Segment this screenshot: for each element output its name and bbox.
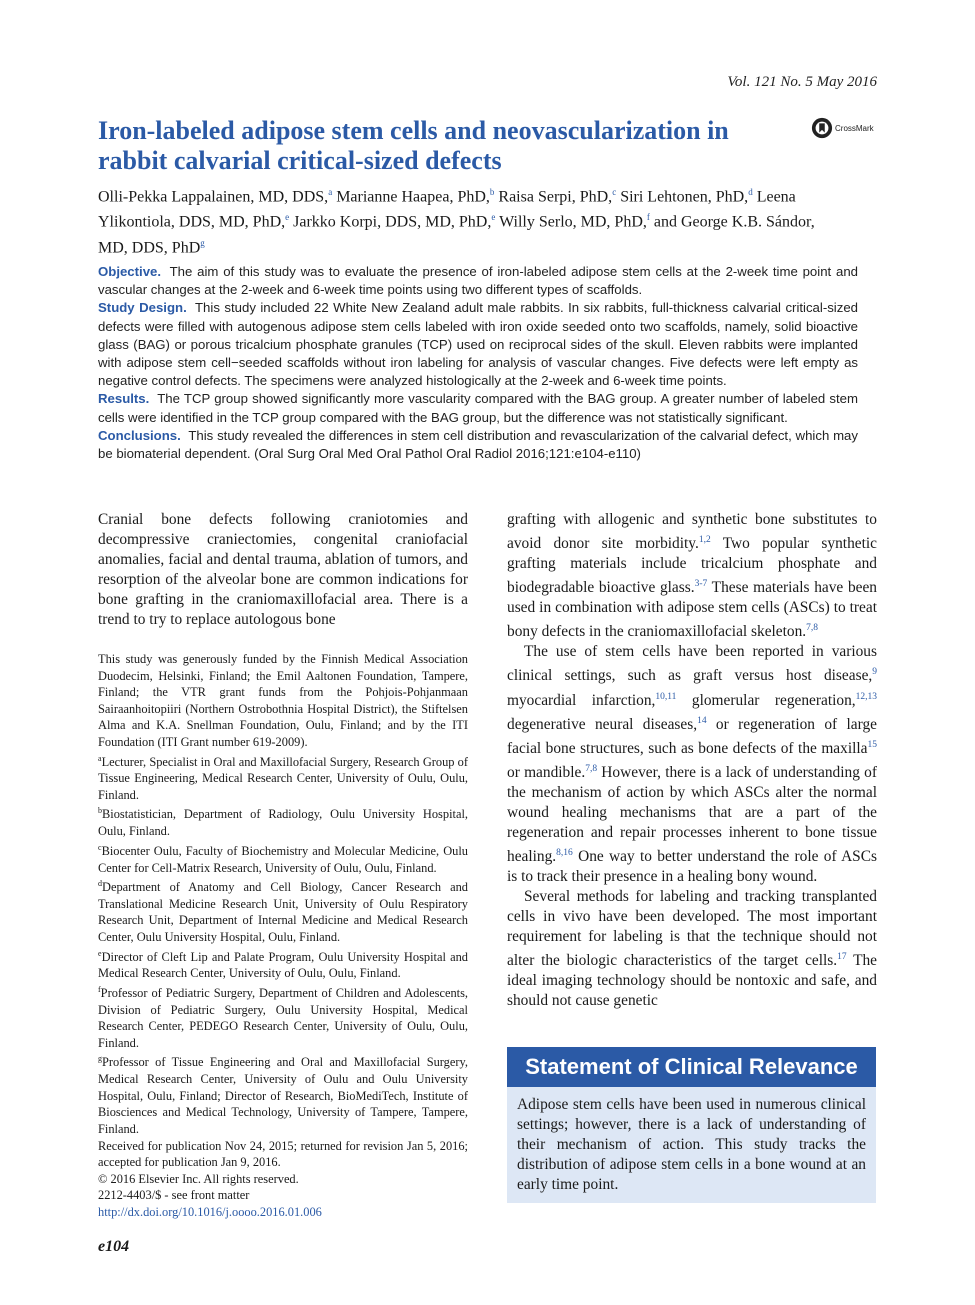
intro-paragraph: Cranial bone defects following craniotomies and decompressive craniectomies, congenital craniofacial anomalies, facial and dental trauma, ablation of tumors, and resorption of the alveolar bone are common indications for bone grafting in the craniomaxillofacial area. There is a trend to try to replace autologous bone <box>98 511 468 628</box>
clinical-relevance-text: Adipose stem cells have been used in numerous clinical settings; however, there is a lack of understanding of their mechanism of action. This study tracks the distribution of adipose stem cells in a bone wound at an early time point. <box>507 1087 876 1203</box>
abstract-design <box>98 299 858 390</box>
abstract-objective <box>98 263 858 299</box>
crossmark-badge[interactable] <box>811 117 874 139</box>
objective-text: The aim of this study was to evaluate the presence of iron-labeled adipose stem cells at the 2-week time point and vascular changes at the 2-week and 6-week time points using two different types of scaffolds. <box>98 264 858 298</box>
abstract-conclusions <box>98 427 858 463</box>
doi-line <box>98 1204 468 1221</box>
results-text: The TCP group showed significantly more vascularity compared with the BAG group. A greater number of labeled stem cells were identified in the TCP group compared with the BAG group, but the difference was not statistically significant. <box>98 391 858 425</box>
affiliation-f: $^f$Professor of Pediatric Surgery, Department of Children and Adolescents, Division of Pediatric Surgery, Oulu University Hospital, Medical Research Center, PEDEGO Research Center, University of Oulu, Oulu, Finland. <box>98 984 468 1050</box>
abstract <box>98 263 858 463</box>
conclusions-heading: Conclusions. <box>98 427 181 443</box>
clinical-relevance-title: Statement of Clinical Relevance <box>507 1047 876 1087</box>
design-text: This study included 22 White New Zealand adult male rabbits. In six rabbits, full-thickness calvarial critical-sized defects were filled with autogenous adipose stem cells labeled with iron oxide seeded onto two scaffolds, namely, solid bioactive glass (BAG) or porous tricalcium phosphate granules (TCP) used on reciprocal sides of the skull. Eleven rabbits were implanted with adipose stem cell−seeded scaffolds without iron labeling for analysis of vascular changes. Five defects were left empty as negative control defects. The specimens were analyzed histologically at the 2-week and 6-week time points. <box>98 300 859 389</box>
left-column <box>98 510 468 1220</box>
affiliation-g: $^g$Professor of Tissue Engineering and Oral and Maxillofacial Surgery, Medical Research Center, University of Oulu and Oulu University Hospital, Oulu, Finland; Director of Research, BioMediTech, Institute of Biosciences and Medical Technology, University of Tampere, Tampere, Finland. <box>98 1054 468 1136</box>
body-paragraph-3: Several methods for labeling and tracking transplanted cells in vivo have been developed. The most important requirement for labeling is that the technique should not alter the biologic characteristics of the target cells.$^{17}$ The ideal imaging technology should be nontoxic and safe, and should not cause genetic <box>507 888 878 1010</box>
doi-link[interactable]: http://dx.doi.org/10.1016/j.oooo.2016.01.006 <box>98 1204 322 1219</box>
clinical-relevance-box <box>507 1047 876 1203</box>
abstract-results <box>98 390 858 426</box>
author-list: Olli-Pekka Lappalainen, MD, DDS,$^a$ Marianne Haapea, PhD,$^b$ Raisa Serpi, PhD,$^c$ Siri Lehtonen, PhD,$^d$ Leena Ylikontiola, DDS, MD, PhD,$^e$ Jarkko Korpi, DDS, MD, PhD,$^e$ Willy Serlo, MD, PhD,$^f$ and George K.B. Sándor, MD, DDS, PhD$^g$ <box>98 187 815 256</box>
publication-dates: Received for publication Nov 24, 2015; returned for revision Jan 5, 2016; accepted for publication Jan 9, 2016. <box>98 1138 468 1170</box>
crossmark-icon <box>811 117 833 139</box>
affiliation-d: $^d$Department of Anatomy and Cell Biology, Cancer Research and Translational Medicine Research Unit, University of Oulu Respiratory Research Unit, Department of Internal Medicine and Medical Research Center, Oulu University Hospital, Oulu, Finland. <box>98 879 468 944</box>
right-column <box>507 510 877 1011</box>
page-number: e104 <box>98 1238 130 1255</box>
body-paragraph-2: The use of stem cells have been reported in various clinical settings, such as graft versus host disease,$^9$ myocardial infarction,$^{10,11}$ glomerular regeneration,$^{12,13}$ degenerative neural diseases,$^{14}$ or regeneration of large facial bone structures, such as bone defects of the maxilla$^{15}$ or mandible.$^{7,8}$ However, there is a lack of understanding of the mechanism of action by which ASCs alter the normal wound healing mechanisms that are a part of the regeneration and repair processes inherent to bone tissue healing.$^{8,16}$ One way to better understand the role of ASCs is to track their presence in a healing bony wound. <box>507 643 878 886</box>
funding-note: This study was generously funded by the Finnish Medical Association Duodecim, Helsinki, Finland; the Emil Aaltonen Foundation, Tampere, Finland; the VTR grant funds from the Pohjois-Pohjanmaan Sairaanhoitopiiri (Northern Ostrobothnia Hospital District), the Stiftelsen Alma and K.A. Snellman Foundation, Oulu, Finland; and by the ITI Foundation (ITI Grant number 619-2009). <box>98 652 468 749</box>
crossmark-label: CrossMark <box>835 123 874 133</box>
results-heading: Results. <box>98 391 150 407</box>
objective-heading: Objective. <box>98 264 162 279</box>
journal-reference: Vol. 121 No. 5 May 2016 <box>727 74 877 90</box>
affiliation-b: $^b$Biostatistician, Department of Radiology, Oulu University Hospital, Oulu, Finland. <box>98 806 468 839</box>
affiliation-c: $^c$Biocenter Oulu, Faculty of Biochemistry and Molecular Medicine, Oulu Center for Cell-Matrix Research, University of Oulu, Oulu, Finland. <box>98 842 468 875</box>
affiliation-a: $^a$Lecturer, Specialist in Oral and Maxillofacial Surgery, Research Group of Tissue Engineering, Medical Research Center, University of Oulu, Oulu, Finland. <box>98 753 468 802</box>
article-title: Iron-labeled adipose stem cells and neovascularization in rabbit calvarial critical-sized defects <box>98 116 729 175</box>
copyright-line: © 2016 Elsevier Inc. All rights reserved. <box>98 1171 299 1186</box>
footnotes <box>98 651 468 1220</box>
affiliation-e: $^e$Director of Cleft Lip and Palate Program, Oulu University Hospital and Medical Research Center, University of Oulu, Oulu, Finland. <box>98 948 468 981</box>
body-paragraph-1: grafting with allogenic and synthetic bone substitutes to avoid donor site morbidity.$^{1,2}$ Two popular synthetic grafting materials include tricalcium phosphate and biodegradable bioactive glass.$^{3-7}$ These materials have been used in combination with adipose stem cells (ASCs) to treat bony defects in the craniomaxillofacial skeleton.$^{7,8}$ <box>507 511 878 641</box>
design-heading: Study Design. <box>98 300 187 316</box>
conclusions-text: This study revealed the differences in stem cell distribution and revascularization of the calvarial defect, which may be biomaterial dependent. (Oral Surg Oral Med Oral Pathol Oral Radiol 2016;121:e104-e110) <box>98 427 858 462</box>
issn-line: 2212-4403/$ - see front matter <box>98 1188 250 1203</box>
